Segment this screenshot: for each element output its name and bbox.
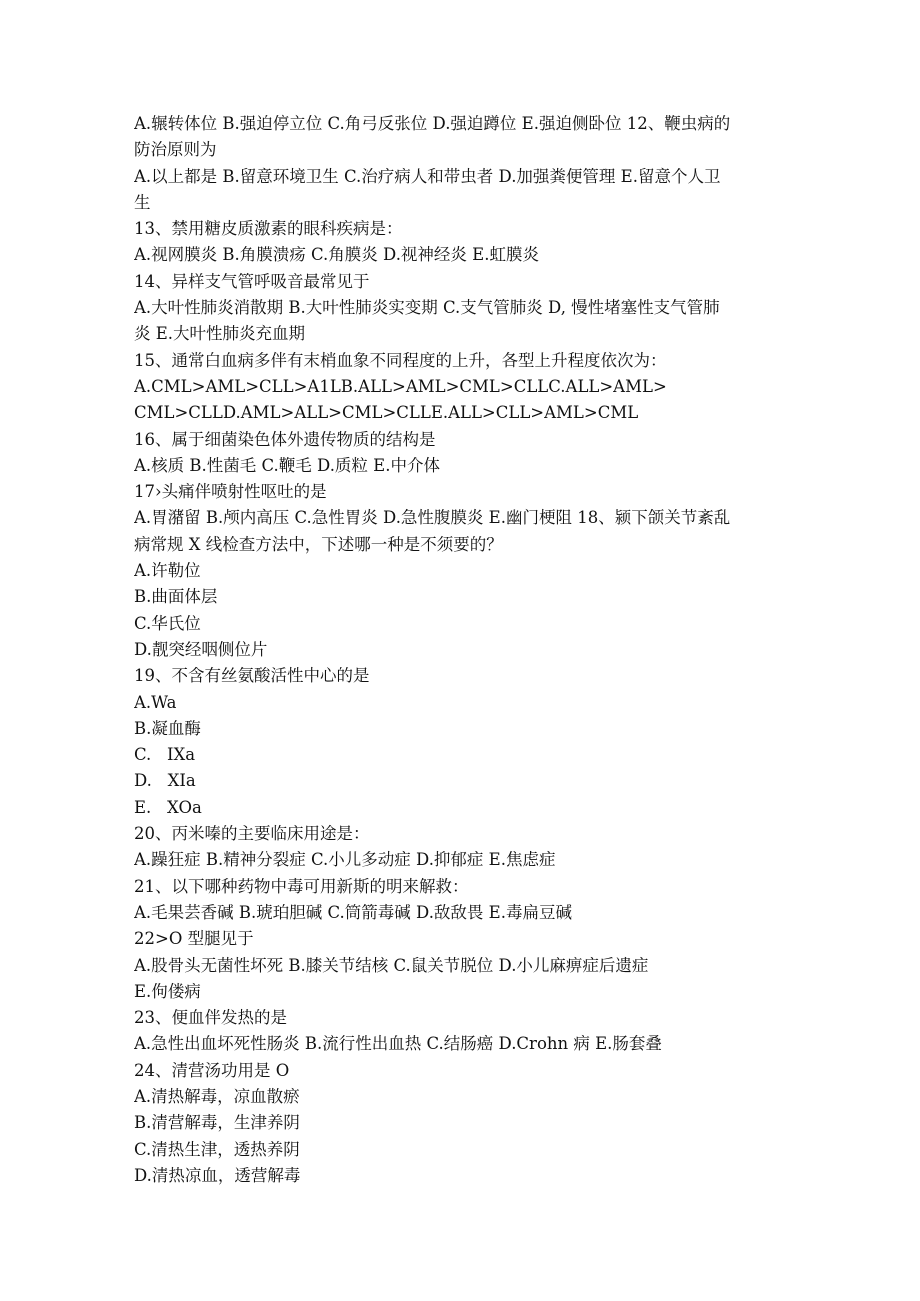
text-line: A.躁狂症 B.精神分裂症 C.小儿多动症 D.抑郁症 E.焦虑症 — [134, 850, 556, 870]
option-line: E. XOa — [134, 797, 202, 817]
option-line: B.曲面体层 — [134, 587, 218, 607]
text-line: A.辗转体位 B.强迫停立位 C.角弓反张位 D.强迫蹲位 E.强迫侧卧位 12、鞭虫病的 — [134, 114, 731, 133]
text-line: 病常规 X 线检查方法中，下述哪一种是不须要的？ — [134, 534, 503, 554]
option-line: C. IXa — [134, 745, 196, 765]
question-13: 13、禁用糖皮质激素的眼科疾病是： — [134, 219, 403, 239]
option-line: C.清热生津，透热养阴 — [134, 1139, 300, 1159]
option-line: D.靓突经咽侧位片 — [134, 639, 268, 659]
text-line: A.急性出血坏死性肠炎 B.流行性出血热 C.结肠癌 D.Crohn 病 E.肠套叠 — [134, 1034, 662, 1054]
text-line: 生 — [134, 192, 151, 212]
text-line: A.大叶性肺炎消散期 B.大叶性肺炎实变期 C.支气管肺炎 D, 慢性堵塞性支气管肺 — [134, 298, 720, 318]
question-14: 14、异样支气管呼吸音最常见于 — [134, 271, 370, 291]
question-21: 21、以下哪种药物中毒可用新斯的明来解救： — [134, 876, 469, 896]
option-line: B.凝血酶 — [134, 718, 201, 738]
option-line: A.许勒位 — [134, 561, 201, 581]
text-line: A.胃潴留 B.颅内高压 C.急性胃炎 D.急性腹膜炎 E.幽门梗阻 18、颍下颌关节紊乱 — [134, 508, 731, 528]
text-line: CML>CLLD.AML>ALL>CML>CLLE.ALL>CLL>AML>CML — [134, 403, 639, 423]
text-line: A.视网膜炎 B.角膜溃疡 C.角膜炎 D.视神经炎 E.虹膜炎 — [134, 245, 539, 265]
question-22: 22>O 型腿见于 — [134, 929, 254, 949]
question-23: 23、便血伴发热的是 — [134, 1008, 287, 1028]
option-line: B.清营解毒，生津养阴 — [134, 1113, 300, 1133]
option-line: D.清热凉血，透营解毒 — [134, 1165, 301, 1185]
question-20: 20、丙米嗪的主要临床用途是： — [134, 824, 370, 844]
option-line: A.Wa — [134, 692, 177, 712]
option-line: C.华氏位 — [134, 613, 201, 633]
text-line: A.核质 B.性菌毛 C.鞭毛 D.质粒 E.中介体 — [134, 455, 440, 475]
question-16: 16、属于细菌染色体外遗传物质的结构是 — [134, 429, 436, 449]
document-body — [134, 111, 788, 1189]
text-line: A.以上都是 B.留意环境卫生 C.治疗病人和带虫者 D.加强粪便管理 E.留意个人卫 — [134, 166, 721, 186]
text-line: A.CML>AML>CLL>A1LB.ALL>AML>CML>CLLC.ALL>AML> — [134, 376, 667, 396]
text-line: E.佝偻病 — [134, 981, 201, 1001]
text-line: A.股骨头无菌性坏死 B.膝关节结核 C.鼠关节脱位 D.小儿麻痹症后遗症 — [134, 955, 649, 975]
text-line: A.毛果芸香碱 B.琥珀胆碱 C.筒箭毒碱 D.敌敌畏 E.毒扁豆碱 — [134, 902, 572, 922]
question-24: 24、清营汤功用是 O — [134, 1060, 290, 1080]
question-15: 15、通常白血病多伴有末梢血象不同程度的上升，各型上升程度依次为： — [134, 350, 667, 370]
text-line: 防治原则为 — [134, 140, 217, 160]
text-line: 炎 E.大叶性肺炎充血期 — [134, 324, 306, 344]
option-line: D. XIa — [134, 771, 196, 791]
question-17: 17›头痛伴喷射性呕吐的是 — [134, 482, 327, 502]
option-line: A.清热解毒，凉血散瘀 — [134, 1086, 300, 1106]
question-19: 19、不含有丝氨酸活性中心的是 — [134, 666, 370, 686]
